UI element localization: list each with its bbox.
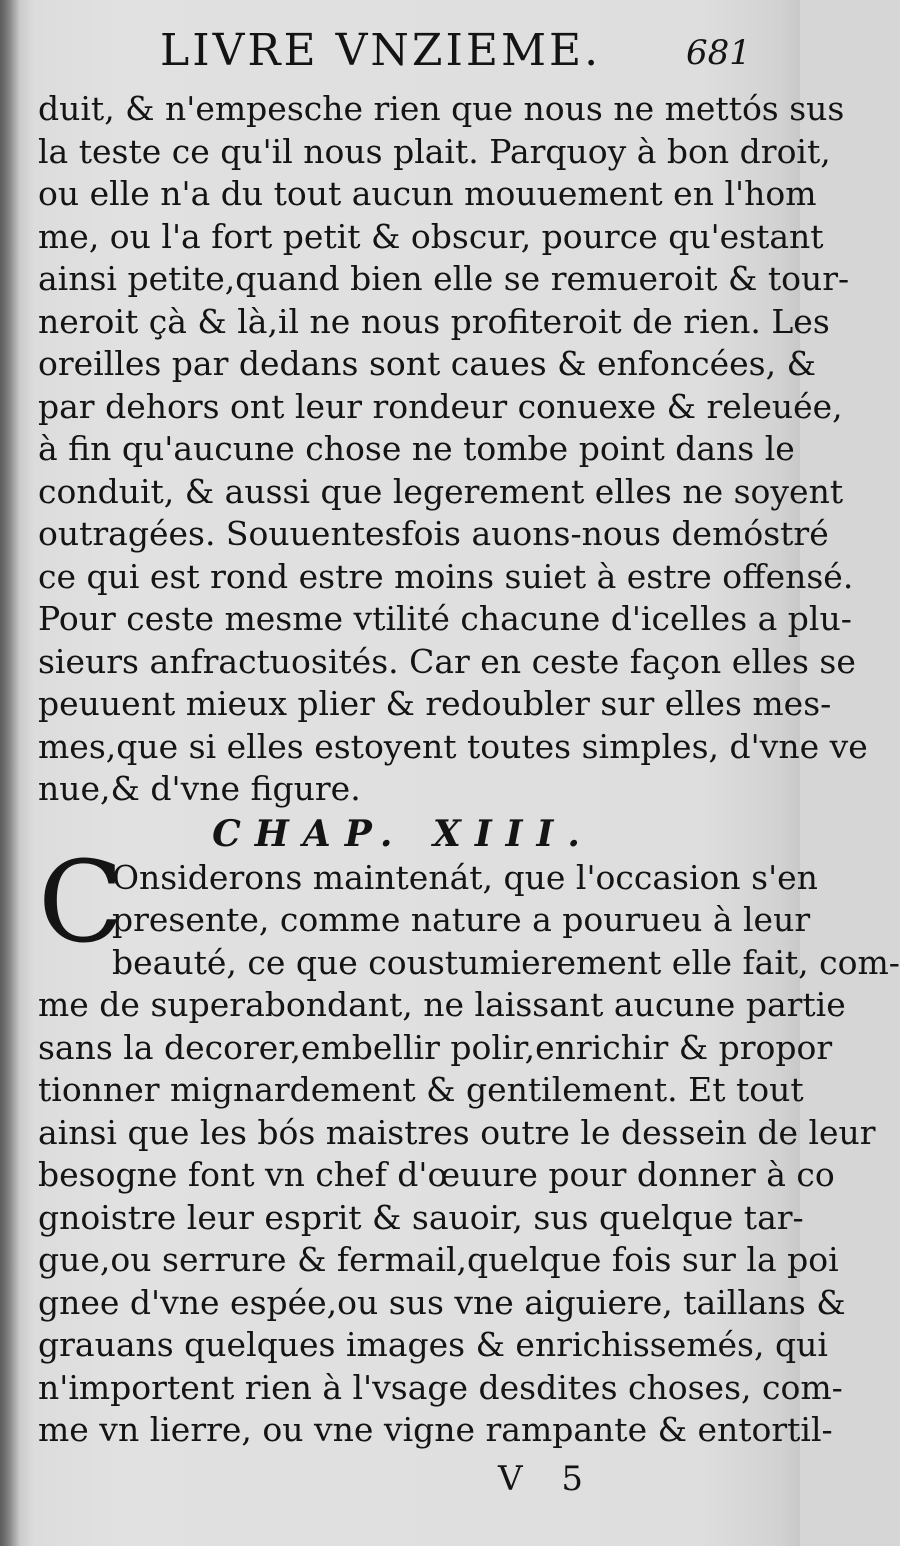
text-line: presente, comme nature a pourueu à leur bbox=[112, 900, 811, 939]
text-line: neroit çà & là,il ne nous profiteroit de rien. Les bbox=[38, 301, 830, 341]
text-line: peuuent mieux plier & redoubler sur elles mes- bbox=[38, 684, 832, 723]
text-line: ou elle n'a du tout aucun mouuement en l'hom bbox=[38, 174, 817, 213]
drop-cap: C bbox=[38, 837, 124, 968]
text-line: me de superabondant, ne laissant aucune partie bbox=[38, 985, 846, 1024]
running-head bbox=[0, 22, 800, 82]
text-line: sans la decorer,embellir polir,enrichir & propor bbox=[38, 1027, 833, 1067]
text-line: par dehors ont leur rondeur conuexe & releuée, bbox=[38, 386, 843, 426]
text-line: à fin qu'aucune chose ne tombe point dans le bbox=[38, 429, 795, 468]
text-line: Pour ceste mesme vtilité chacune d'icelles a plu- bbox=[38, 599, 852, 638]
text-line: conduit, & aussi que legerement elles ne soyent bbox=[38, 471, 844, 511]
text-line: Onsiderons maintenát, que l'occasion s'en bbox=[112, 857, 818, 897]
running-title: LIVRE VNZIEME. bbox=[160, 25, 602, 76]
text-line: oreilles par dedans sont caues & enfoncées, & bbox=[38, 344, 816, 383]
text-line: n'importent rien à l'vsage desdites choses, com- bbox=[38, 1367, 843, 1407]
text-line: outragées. Souuentesfois auons-nous demóstré bbox=[38, 514, 829, 553]
text-line: duit, & n'empesche rien que nous ne mettós sus bbox=[38, 89, 845, 128]
text-line: me, ou l'a fort petit & obscur, pource qu'estant bbox=[38, 216, 824, 256]
chapter-heading: CHAP. XIII. bbox=[212, 812, 594, 855]
text-line: mes,que si elles estoyent toutes simples, d'vne ve bbox=[38, 726, 868, 766]
text-line: ce qui est rond estre moins suiet à estre offensé. bbox=[38, 556, 854, 596]
text-line: besogne font vn chef d'œuure pour donner à co bbox=[38, 1155, 835, 1194]
text-line: nue,& d'vne figure. bbox=[38, 769, 361, 808]
text-line: ainsi petite,quand bien elle se remueroit & tour- bbox=[38, 259, 850, 298]
text-line: ainsi que les bós maistres outre le dessein de leur bbox=[38, 1112, 876, 1152]
signature-mark: V 5 bbox=[498, 1459, 597, 1499]
gutter-shadow bbox=[0, 0, 20, 1546]
text-line: la teste ce qu'il nous plait. Parquoy à bon droit, bbox=[38, 131, 831, 171]
text-line: sieurs anfractuosités. Car en ceste façon elles se bbox=[38, 641, 856, 681]
text-line: me vn lierre, ou vne vigne rampante & entortil- bbox=[38, 1410, 833, 1449]
text-line: gue,ou serrure & fermail,quelque fois sur la poi bbox=[38, 1240, 839, 1279]
page-number: 681 bbox=[686, 33, 751, 73]
text-line: beauté, ce que coustumierement elle fait, com- bbox=[112, 942, 900, 982]
body-text bbox=[38, 88, 900, 1452]
text-line: gnoistre leur esprit & sauoir, sus quelque tar- bbox=[38, 1197, 804, 1237]
text-line: grauans quelques images & enrichissemés, qui bbox=[38, 1325, 828, 1364]
text-line: gnee d'vne espée,ou sus vne aiguiere, taillans & bbox=[38, 1282, 846, 1322]
text-line: tionner mignardement & gentilement. Et tout bbox=[38, 1070, 804, 1109]
